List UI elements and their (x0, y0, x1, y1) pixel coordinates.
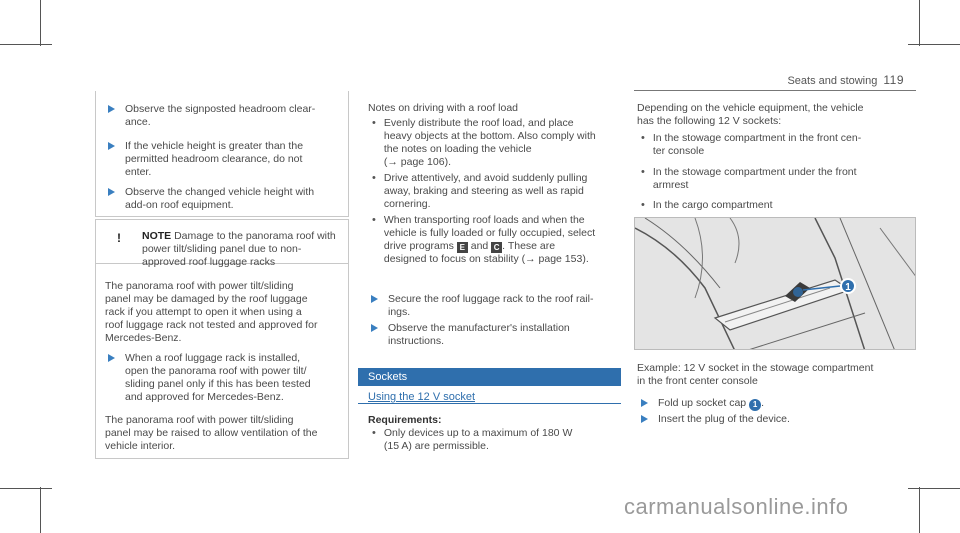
drive-program-c-icon: C (491, 242, 502, 253)
section-heading-bar: Sockets (358, 368, 621, 386)
list-item: • When transporting roof loads and when the vehicle is fully loaded or fully occupied, select drive programs E and C . These are designed to focus on stability (→ page 153). (372, 214, 596, 265)
image-caption: Example: 12 V socket in the stowage compartment in the front center console (637, 362, 874, 387)
step-item: Observe the signposted headroom clear- ance. (108, 103, 315, 129)
step-item: Fold up socket cap 1 . (641, 397, 764, 411)
step-item: Observe the changed vehicle height with add-on roof equipment. (108, 186, 314, 212)
crop-mark (919, 487, 920, 533)
step-item: Insert the plug of the device. (641, 413, 790, 426)
section-title: Seats and stowing (787, 75, 878, 87)
step-arrow-icon (371, 295, 378, 303)
step-item: When a roof luggage rack is installed, open the panorama roof with power tilt/ sliding panel only if this has been tested and approved for Mercedes-Benz. (108, 352, 311, 404)
note-paragraph: The panorama roof with power tilt/sliding panel may be raised to allow ventilation of the vehicle interior. (105, 414, 318, 452)
subheading: Using the 12 V socket (368, 391, 476, 403)
step-item: Secure the roof luggage rack to the roof rail- ings. (371, 293, 593, 319)
section-intro: Notes on driving with a roof load (368, 102, 518, 114)
drive-program-e-icon: E (457, 242, 468, 253)
step-item: If the vehicle height is greater than the permitted headroom clearance, do not enter. (108, 140, 303, 179)
center-console-drawing (635, 218, 916, 350)
requirements-label: Requirements: (368, 414, 442, 426)
step-arrow-icon (108, 354, 115, 362)
note-paragraph: The panorama roof with power tilt/sliding panel may be damaged by the roof luggage rack if you attempt to open it when using a roof luggage rack not tested and approved for Mercedes-Benz. (105, 280, 318, 344)
page-header (787, 74, 904, 88)
step-item: Observe the manufacturer's installation instructions. (371, 322, 570, 348)
list-item: • In the stowage compartment under the front armrest (641, 166, 857, 191)
step-arrow-icon (108, 142, 115, 150)
step-arrow-icon (641, 415, 648, 423)
callout-badge: 1 (749, 399, 761, 411)
step-arrow-icon (641, 399, 648, 407)
list-item: • In the cargo compartment (641, 199, 773, 211)
warning-icon: ! (117, 231, 121, 245)
header-rule (634, 90, 916, 91)
crop-mark (908, 488, 960, 489)
list-item: • Evenly distribute the roof load, and place heavy objects at the bottom. Also comply with the notes on loading the vehicle (→ page 106). (372, 117, 596, 168)
crop-mark (919, 0, 920, 46)
crop-mark (0, 488, 52, 489)
subheading-rule (358, 403, 621, 404)
list-item: • Only devices up to a maximum of 180 W (15 A) are permissible. (372, 427, 573, 452)
page-number: 119 (883, 73, 904, 87)
step-arrow-icon (108, 188, 115, 196)
callout-badge: 1 (840, 278, 856, 294)
crop-mark (0, 44, 52, 45)
crop-mark (40, 487, 41, 533)
socket-illustration (634, 217, 916, 350)
step-arrow-icon (371, 324, 378, 332)
note-label: NOTE (142, 230, 172, 242)
list-item: • In the stowage compartment in the front cen- ter console (641, 132, 862, 157)
list-item: • Drive attentively, and avoid suddenly pulling away, braking and steering as well as rapid cornering. (372, 172, 588, 210)
section-intro: Depending on the vehicle equipment, the vehicle has the following 12 V sockets: (637, 102, 864, 127)
crop-mark (40, 0, 41, 46)
step-arrow-icon (108, 105, 115, 113)
watermark-link[interactable]: carmanualsonline.info (624, 494, 849, 519)
crop-mark (908, 44, 960, 45)
note-heading: NOTE Damage to the panorama roof with power tilt/sliding panel due to non- approved roof luggage racks (142, 230, 336, 268)
